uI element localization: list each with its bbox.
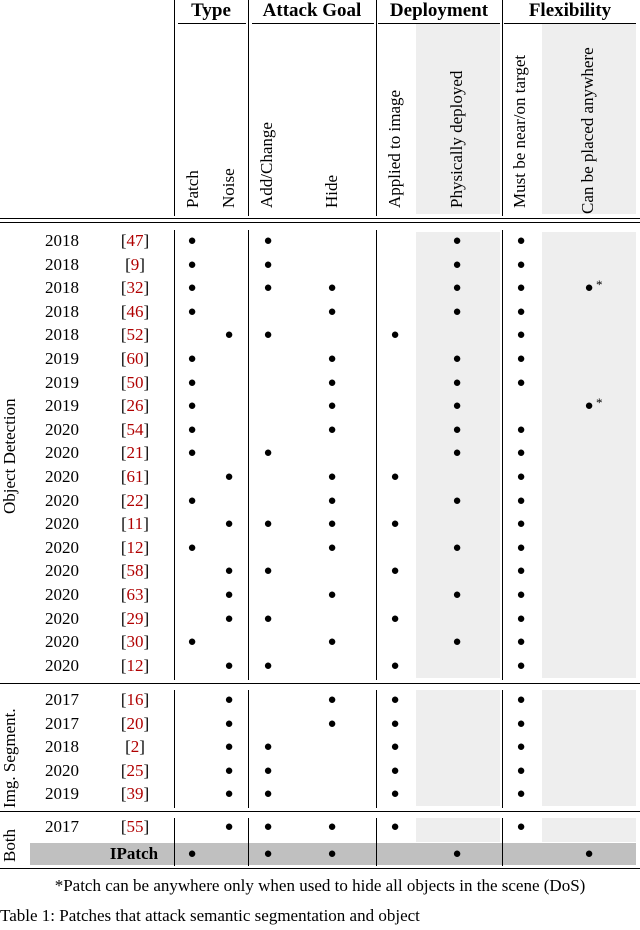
citation-number[interactable]: 63 <box>126 585 144 604</box>
row-18-mark-2: ● <box>263 657 273 674</box>
row-2-footnote-star: * <box>596 277 603 293</box>
row-24-mark-4: ● <box>390 819 400 835</box>
row-23-mark-6: ● <box>516 786 526 803</box>
row-year: 2020 <box>45 419 79 439</box>
col-applied-header: Applied to image <box>385 89 404 208</box>
citation-number[interactable]: 2 <box>130 737 140 757</box>
row-5-mark-0: ● <box>187 351 197 367</box>
row-9-mark-2: ● <box>263 445 273 462</box>
row-1-mark-2: ● <box>263 256 273 273</box>
row-year: 2019 <box>45 349 79 368</box>
body-divider-goal-both <box>248 818 249 866</box>
row-year: 2019 <box>45 372 79 392</box>
row-22-mark-6: ● <box>516 762 526 779</box>
citation-number[interactable]: 50 <box>126 372 144 392</box>
row-13-mark-6: ● <box>516 539 526 556</box>
citation-number[interactable]: 22 <box>126 490 144 510</box>
row-10-mark-4: ● <box>390 469 400 485</box>
row-year: 2018 <box>45 737 79 757</box>
row-3-mark-3: ● <box>327 303 337 320</box>
row-0-mark-6: ● <box>516 233 526 249</box>
row-8-mark-0: ● <box>187 421 197 438</box>
row-citation[interactable]: [60] <box>120 349 150 368</box>
row-15-mark-6: ● <box>516 587 526 603</box>
row-14-mark-6: ● <box>516 563 526 580</box>
row-10-mark-6: ● <box>516 469 526 485</box>
row-11-mark-3: ● <box>327 492 337 509</box>
group-goal-underline <box>252 23 374 24</box>
row-7-footnote-star: * <box>596 395 603 411</box>
row-15-mark-1: ● <box>224 587 234 603</box>
col-physical-header: Physically deployed <box>447 70 466 208</box>
row-23-mark-4: ● <box>390 786 400 803</box>
row-18-mark-6: ● <box>516 657 526 674</box>
row-24-mark-3: ● <box>327 819 337 835</box>
row-3-mark-0: ● <box>187 303 197 320</box>
row-12-mark-4: ● <box>390 516 400 533</box>
row-12-mark-6: ● <box>516 516 526 533</box>
row-9-mark-5: ● <box>452 445 462 462</box>
row-4-mark-2: ● <box>263 327 273 344</box>
divider-deploy-left <box>376 0 377 216</box>
citation-number[interactable]: 26 <box>126 396 144 416</box>
ipatch-mark-0: ● <box>187 846 197 862</box>
row-16-mark-2: ● <box>263 610 273 627</box>
row-15-mark-3: ● <box>327 587 337 603</box>
row-2-mark-2: ● <box>263 280 273 297</box>
body-divider-type-seg <box>174 690 175 808</box>
row-17-mark-3: ● <box>327 634 337 651</box>
row-year: 2020 <box>45 585 79 604</box>
row-citation[interactable]: [12] <box>120 655 150 675</box>
row-7-mark-5: ● <box>452 398 462 415</box>
row-15-mark-5: ● <box>452 587 462 603</box>
row-19-mark-3: ● <box>327 692 337 708</box>
row-citation[interactable]: [20] <box>120 713 150 733</box>
citation-number[interactable]: 58 <box>126 561 144 581</box>
row-year: 2018 <box>45 231 79 250</box>
row-citation[interactable]: [21] <box>120 443 150 463</box>
anywhere-column-shade-seg <box>542 690 636 806</box>
row-6-mark-6: ● <box>516 374 526 391</box>
row-14-mark-4: ● <box>390 563 400 580</box>
col-patch-header: Patch <box>183 170 202 208</box>
row-16-mark-6: ● <box>516 610 526 627</box>
row-17-mark-6: ● <box>516 634 526 651</box>
group-deploy-underline <box>378 23 500 24</box>
row-citation[interactable]: [2] <box>125 737 145 757</box>
row-year: 2020 <box>45 561 79 581</box>
row-citation[interactable]: [50] <box>120 372 150 392</box>
row-year: 2020 <box>45 655 79 675</box>
table-caption: Table 1: Patches that attack semantic segmentation and object <box>0 906 420 925</box>
row-0-mark-5: ● <box>452 233 462 249</box>
row-year: 2017 <box>45 690 79 709</box>
row-18-mark-1: ● <box>224 657 234 674</box>
row-citation[interactable]: [25] <box>120 760 150 780</box>
body-divider-flex-od <box>502 230 503 680</box>
row-year: 2018 <box>45 301 79 321</box>
row-year: 2018 <box>45 278 79 298</box>
section-seg-rule <box>0 811 640 812</box>
row-20-mark-1: ● <box>224 715 234 732</box>
row-20-mark-3: ● <box>327 715 337 732</box>
row-19-mark-1: ● <box>224 692 234 708</box>
col-anywhere-header: Can be placed anywhere <box>578 47 597 214</box>
row-citation[interactable]: [61] <box>120 467 150 486</box>
section-label-segmentation: Img. Segment. <box>0 708 19 808</box>
row-3-mark-6: ● <box>516 303 526 320</box>
body-divider-flex-seg <box>502 690 503 808</box>
row-citation[interactable]: [22] <box>120 490 150 510</box>
row-12-mark-2: ● <box>263 516 273 533</box>
row-citation[interactable]: [11] <box>121 514 149 534</box>
row-1-mark-0: ● <box>187 256 197 273</box>
row-7-mark-7: ● <box>584 398 594 415</box>
row-year: 2020 <box>45 443 79 463</box>
row-21-mark-4: ● <box>390 739 400 756</box>
row-citation[interactable]: [58] <box>120 561 150 581</box>
citation-number[interactable]: 46 <box>126 301 144 321</box>
citation-number[interactable]: 21 <box>126 443 144 463</box>
row-year: 2019 <box>45 396 79 416</box>
row-23-mark-2: ● <box>263 786 273 803</box>
row-2-mark-5: ● <box>452 280 462 297</box>
citation-number[interactable]: 20 <box>126 713 144 733</box>
col-add-header: Add/Change <box>257 122 276 208</box>
body-divider-type-both <box>174 818 175 866</box>
citation-number[interactable]: 11 <box>126 514 144 534</box>
group-deploy-header: Deployment <box>389 0 489 21</box>
row-21-mark-2: ● <box>263 739 273 756</box>
citation-number[interactable]: 9 <box>130 254 140 274</box>
header-rule-top <box>0 218 640 219</box>
row-year: 2017 <box>45 817 79 836</box>
divider-type-left <box>174 0 175 216</box>
row-2-mark-3: ● <box>327 280 337 297</box>
row-2-mark-6: ● <box>516 280 526 297</box>
row-9-mark-0: ● <box>187 445 197 462</box>
row-4-mark-1: ● <box>224 327 234 344</box>
group-goal-header: Attack Goal <box>262 0 362 21</box>
row-13-mark-0: ● <box>187 539 197 556</box>
row-year: 2018 <box>45 254 79 274</box>
body-divider-flex-both <box>502 818 503 866</box>
row-year: 2020 <box>45 760 79 780</box>
section-od-rule <box>0 683 640 684</box>
row-citation[interactable]: [52] <box>120 325 150 345</box>
citation-number[interactable]: 30 <box>126 632 144 652</box>
citation-number[interactable]: 52 <box>126 325 144 345</box>
group-flex-underline <box>504 23 636 24</box>
row-14-mark-1: ● <box>224 563 234 580</box>
citation-number[interactable]: 29 <box>126 608 144 628</box>
row-23-mark-1: ● <box>224 786 234 803</box>
row-0-mark-2: ● <box>263 233 273 249</box>
row-9-mark-6: ● <box>516 445 526 462</box>
ipatch-label: IPatch <box>109 844 159 863</box>
row-year: 2017 <box>45 713 79 733</box>
row-13-mark-3: ● <box>327 539 337 556</box>
row-20-mark-6: ● <box>516 715 526 732</box>
citation-number[interactable]: 55 <box>126 817 144 836</box>
row-year: 2019 <box>45 784 79 804</box>
row-citation[interactable]: [39] <box>120 784 150 804</box>
row-13-mark-5: ● <box>452 539 462 556</box>
body-divider-deploy-both <box>376 818 377 866</box>
row-citation[interactable]: [32] <box>120 278 150 298</box>
row-citation[interactable]: [54] <box>120 419 150 439</box>
citation-number[interactable]: 16 <box>126 690 144 709</box>
row-year: 2018 <box>45 325 79 345</box>
ipatch-mark-5: ● <box>452 846 462 862</box>
row-citation[interactable]: [16] <box>120 690 150 709</box>
row-5-mark-5: ● <box>452 351 462 367</box>
row-8-mark-6: ● <box>516 421 526 438</box>
citation-number[interactable]: 54 <box>126 419 144 439</box>
row-citation[interactable]: [26] <box>120 396 150 416</box>
anywhere-column-shade-both <box>542 818 636 842</box>
row-11-mark-5: ● <box>452 492 462 509</box>
table-footnote: *Patch can be anywhere only when used to hide all objects in the scene (DoS) <box>54 876 586 895</box>
row-citation[interactable]: [55] <box>120 817 150 836</box>
group-type-header: Type <box>191 0 231 21</box>
row-citation[interactable]: [30] <box>120 632 150 652</box>
divider-goal-left <box>248 0 249 216</box>
row-19-mark-6: ● <box>516 692 526 708</box>
row-citation[interactable]: [63] <box>120 585 150 604</box>
row-11-mark-6: ● <box>516 492 526 509</box>
section-label-both: Both <box>0 828 19 862</box>
row-citation[interactable]: [46] <box>120 301 150 321</box>
row-year: 2020 <box>45 467 79 486</box>
row-5-mark-3: ● <box>327 351 337 367</box>
body-divider-goal-od <box>248 230 249 680</box>
citation-number[interactable]: 60 <box>126 349 144 368</box>
row-2-mark-0: ● <box>187 280 197 297</box>
anywhere-column-shade-od <box>542 232 636 678</box>
citation-number[interactable]: 39 <box>126 784 144 804</box>
row-12-mark-3: ● <box>327 516 337 533</box>
citation-number[interactable]: 12 <box>126 537 144 557</box>
body-divider-goal-seg <box>248 690 249 808</box>
ipatch-mark-7: ● <box>584 846 594 862</box>
row-24-mark-6: ● <box>516 819 526 835</box>
row-7-mark-0: ● <box>187 398 197 415</box>
row-7-mark-3: ● <box>327 398 337 415</box>
row-year: 2020 <box>45 537 79 557</box>
row-year: 2020 <box>45 608 79 628</box>
row-17-mark-0: ● <box>187 634 197 651</box>
row-citation[interactable]: [29] <box>120 608 150 628</box>
body-divider-deploy-od <box>376 230 377 680</box>
row-citation[interactable]: [9] <box>125 254 145 274</box>
ipatch-mark-2: ● <box>263 846 273 862</box>
row-22-mark-2: ● <box>263 762 273 779</box>
row-21-mark-1: ● <box>224 739 234 756</box>
group-flex-header: Flexibility <box>528 0 612 21</box>
row-6-mark-5: ● <box>452 374 462 391</box>
row-1-mark-6: ● <box>516 256 526 273</box>
row-4-mark-6: ● <box>516 327 526 344</box>
row-10-mark-3: ● <box>327 469 337 485</box>
physical-column-shade-both <box>416 818 500 842</box>
physical-column-shade-seg <box>416 690 500 806</box>
divider-flex-left <box>502 0 503 216</box>
row-16-mark-1: ● <box>224 610 234 627</box>
body-divider-type-od <box>174 230 175 680</box>
col-noise-header: Noise <box>219 168 238 208</box>
row-22-mark-1: ● <box>224 762 234 779</box>
row-1-mark-5: ● <box>452 256 462 273</box>
row-year: 2020 <box>45 514 79 534</box>
row-6-mark-3: ● <box>327 374 337 391</box>
group-type-underline <box>178 23 246 24</box>
row-6-mark-0: ● <box>187 374 197 391</box>
row-24-mark-2: ● <box>263 819 273 835</box>
row-24-mark-1: ● <box>224 819 234 835</box>
citation-number[interactable]: 12 <box>126 655 144 675</box>
row-5-mark-6: ● <box>516 351 526 367</box>
citation-number[interactable]: 47 <box>126 231 144 250</box>
row-citation[interactable]: [12] <box>120 537 150 557</box>
section-label-object-detection: Object Detection <box>0 398 19 514</box>
row-16-mark-4: ● <box>390 610 400 627</box>
col-hide-header: Hide <box>322 174 341 208</box>
row-12-mark-1: ● <box>224 516 234 533</box>
row-3-mark-5: ● <box>452 303 462 320</box>
row-year: 2020 <box>45 490 79 510</box>
body-divider-deploy-seg <box>376 690 377 808</box>
header-rule-bottom <box>0 222 640 223</box>
row-20-mark-4: ● <box>390 715 400 732</box>
row-4-mark-4: ● <box>390 327 400 344</box>
row-year: 2020 <box>45 632 79 652</box>
row-14-mark-2: ● <box>263 563 273 580</box>
table-bottom-rule <box>0 868 640 869</box>
ipatch-mark-3: ● <box>327 846 337 862</box>
row-22-mark-4: ● <box>390 762 400 779</box>
row-8-mark-3: ● <box>327 421 337 438</box>
row-11-mark-0: ● <box>187 492 197 509</box>
row-17-mark-5: ● <box>452 634 462 651</box>
row-0-mark-0: ● <box>187 233 197 249</box>
row-21-mark-6: ● <box>516 739 526 756</box>
row-citation[interactable]: [47] <box>120 231 150 250</box>
row-19-mark-4: ● <box>390 692 400 708</box>
row-10-mark-1: ● <box>224 469 234 485</box>
row-18-mark-4: ● <box>390 657 400 674</box>
row-2-mark-7: ● <box>584 280 594 297</box>
row-8-mark-5: ● <box>452 421 462 438</box>
citation-number[interactable]: 61 <box>126 467 144 486</box>
citation-number[interactable]: 32 <box>126 278 144 298</box>
col-near-header: Must be near/on target <box>510 54 529 208</box>
citation-number[interactable]: 25 <box>126 760 144 780</box>
